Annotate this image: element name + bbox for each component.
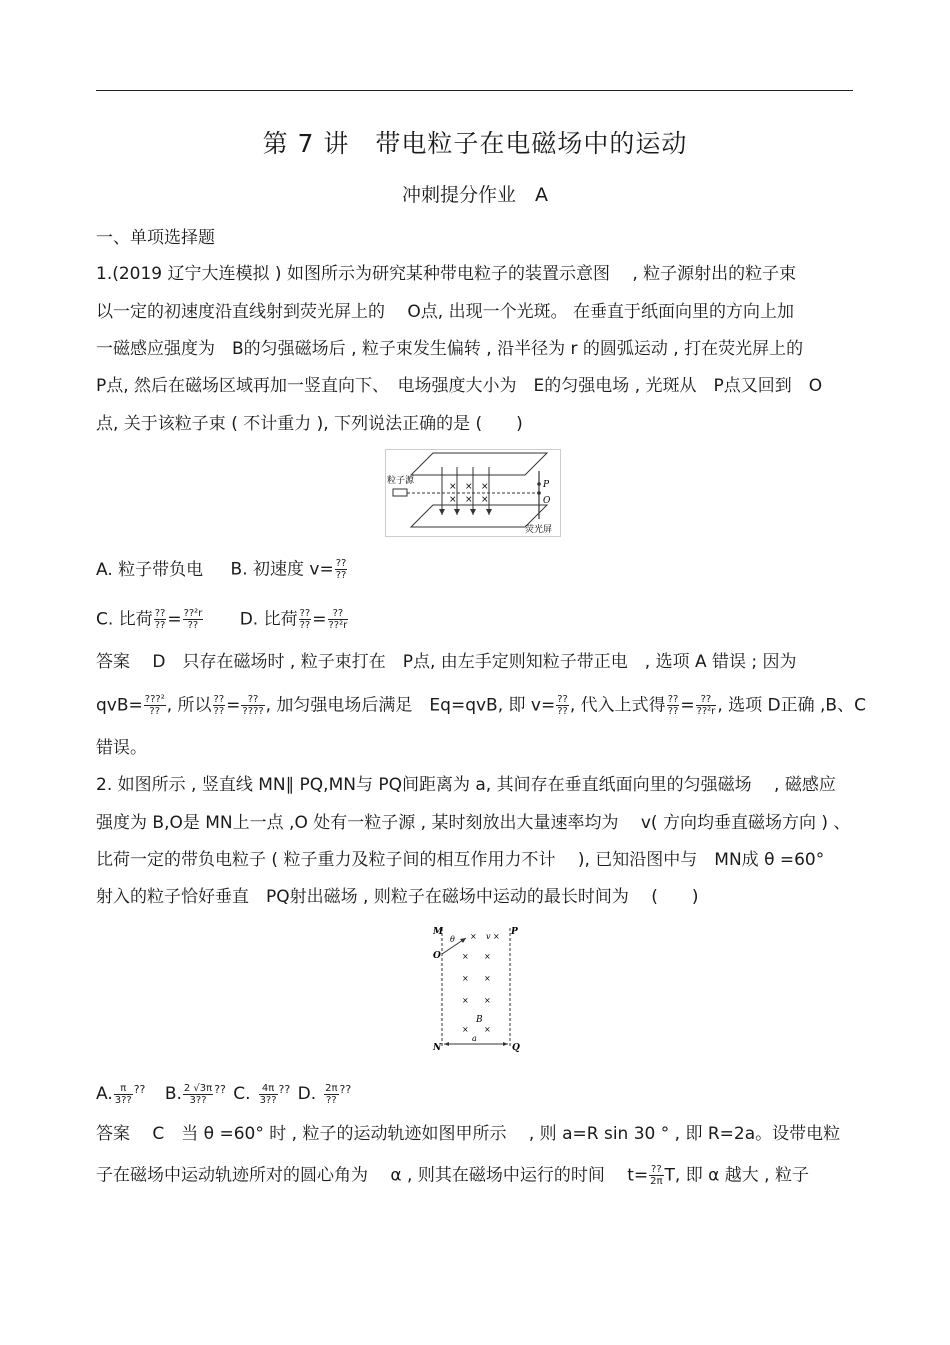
q2-option-d[interactable] (298, 1080, 352, 1106)
q1-options-cd (96, 608, 349, 631)
q2-fig-a-label: a (472, 1034, 477, 1043)
fraction (114, 1083, 133, 1106)
fraction-num: ?? (328, 608, 349, 620)
q2-line-2: 强度为 B,O是 MN上一点 ,O 处有一粒子源 , 某时刻放出大量速率均为 v( 方向均垂直磁场方向 ) 、 (96, 813, 851, 833)
fraction (154, 608, 167, 631)
fraction (241, 694, 264, 717)
fraction-num: ?? (667, 694, 679, 705)
q1-line-1: 1.(2019 辽宁大连模拟 ) 如图所示为研究某种带电粒子的装置示意图 , 粒子源射出的粒子束 (96, 264, 797, 284)
fraction (183, 1083, 213, 1106)
fraction-den: 3?? (114, 1094, 132, 1106)
q2-fig-v-label: v (486, 932, 491, 941)
fraction-den: ??²r (696, 706, 716, 717)
q1-fig-cross: × (449, 495, 457, 505)
q1-fig-p-label: P (543, 480, 550, 490)
q1-option-d[interactable] (240, 608, 350, 631)
q2-option-d-tail: ?? (339, 1083, 352, 1096)
q2-answer-line-1: 答案 C 当 θ =60° 时 , 粒子的运动轨迹如图甲所示 , 则 a=R sin 30 ° , 即 R=2a。设带电粒 (96, 1124, 841, 1144)
header-rule (96, 90, 853, 91)
q1-option-c-text: C. 比荷 (96, 609, 153, 630)
q2-fig-cross: × (484, 952, 491, 961)
q1-option-b-fraction (335, 558, 348, 581)
page-title: 第 7 讲 带电粒子在电磁场中的运动 (262, 129, 688, 158)
q1-fig-o-label: O (543, 496, 551, 506)
fraction-den: ?? (667, 706, 679, 717)
q2-option-d-text: D. (297, 1084, 317, 1104)
q1-fig-cross: × (481, 482, 489, 492)
q1-line-4: P点, 然后在磁场区域再加一竖直向下、 电场强度大小为 E的匀强电场 , 光斑从 P点又回到 O (96, 376, 823, 396)
fraction-den: ?? (187, 620, 199, 631)
fraction (667, 694, 680, 717)
fraction (328, 608, 349, 631)
q1-answer-line-1: 答案 D 只存在磁场时 , 粒子束打在 P点, 由左手定则知粒子带正电 , 选项 A 错误 ; 因为 (96, 652, 797, 672)
fraction-num: 4π (259, 1083, 278, 1095)
q2-fig-cross: × (470, 932, 477, 941)
q2-fig-cross: × (462, 952, 469, 961)
fraction-den: ?? (557, 706, 568, 717)
fraction-num: ?? (696, 694, 717, 706)
fraction-num: ??²r (183, 608, 203, 619)
fraction-den: 2π (650, 1176, 663, 1187)
fraction-den: ?? (154, 620, 166, 631)
q1-option-b[interactable] (231, 558, 349, 581)
fraction-den: ???? (242, 706, 264, 717)
q1-option-b-text: B. 初速度 v= (230, 559, 334, 580)
q2-fig-q-label: Q (512, 1043, 520, 1053)
fraction-num: ?? (299, 608, 311, 619)
answer-text: qvB= (96, 695, 143, 716)
q1-fig-cross: × (481, 495, 489, 505)
equals-sign: = (680, 695, 695, 716)
q2-option-a-tail: ?? (133, 1083, 146, 1096)
fraction (696, 694, 717, 717)
fraction-den: ?? (149, 706, 161, 717)
equals-sign: = (312, 609, 327, 630)
q2-line-3: 比荷一定的带负电粒子 ( 粒子重力及粒子间的相互作用力不计 ), 已知沿图中与 MN成 θ =60° (96, 850, 825, 870)
q2-fig-cross: × (462, 1025, 469, 1034)
q1-option-d-text: D. 比荷 (239, 609, 298, 630)
fraction-den: 3?? (259, 1094, 277, 1106)
q2-option-c[interactable] (233, 1080, 290, 1106)
fraction (183, 608, 204, 631)
q2-fig-cross: × (462, 974, 469, 983)
q1-figure (385, 449, 561, 537)
answer-text: , 选项 D正确 ,B、C (717, 695, 866, 716)
q1-fig-cross: × (449, 482, 457, 492)
q2-option-b-tail: ?? (214, 1083, 226, 1096)
q2-fig-o-label: O (433, 951, 441, 961)
fraction-den: 3?? (189, 1094, 207, 1106)
q1-fig-source-label: 粒子源 (387, 476, 415, 486)
q2-fig-n-label: N (433, 1043, 442, 1053)
fraction (556, 694, 569, 717)
q2-fig-b-label: B (476, 1015, 483, 1025)
q1-fig-screen-label: 荧光屏 (525, 525, 553, 535)
q2-fig-cross: × (484, 996, 491, 1005)
fraction (324, 1083, 338, 1106)
q1-line-5: 点, 关于该粒子束 ( 不计重力 ), 下列说法正确的是 ( ) (96, 414, 523, 434)
q2-answer-line-2 (96, 1164, 809, 1187)
q2-fig-theta-label: θ (450, 935, 455, 944)
fraction (649, 1164, 663, 1187)
fraction-num: ?? (335, 558, 347, 569)
fraction-num: ?? (651, 1164, 662, 1175)
fraction (259, 1083, 278, 1106)
q1-options-ab (96, 558, 348, 581)
fraction-num: ?? (557, 694, 568, 705)
answer-text: , 加匀强电场后满足 Eq=qvB, 即 v= (265, 695, 556, 716)
q1-fig-cross: × (465, 495, 473, 505)
q1-option-a[interactable]: A. 粒子带负电 (96, 559, 204, 580)
fraction-num: 2 √3π (183, 1082, 213, 1094)
q2-option-b-text: B. (164, 1084, 182, 1104)
fraction-num: ?? (241, 694, 264, 706)
q1-option-c[interactable] (96, 608, 204, 631)
equals-sign: = (226, 695, 241, 716)
q1-line-2: 以一定的初速度沿直线射到荧光屏上的 O点, 出现一个光斑。 在垂直于纸面向里的方向上加 (96, 302, 794, 322)
q2-option-a[interactable] (96, 1080, 145, 1106)
fraction (299, 608, 312, 631)
q2-fig-cross: × (462, 996, 469, 1005)
fraction-den: ?? (299, 620, 311, 631)
fraction-den: ??²r (328, 620, 348, 631)
q2-line-1: 2. 如图所示 , 竖直线 MN∥ PQ,MN与 PQ间距离为 a, 其间存在垂直纸面向里的匀强磁场 , 磁感应 (96, 775, 836, 795)
q2-fig-m-label: M (433, 927, 443, 937)
answer-text: T, 即 α 越大 , 粒子 (664, 1165, 809, 1186)
fraction-num: 2π (325, 1082, 338, 1094)
fraction-num: ???² (144, 694, 165, 705)
q2-option-c-text: C. (233, 1084, 251, 1104)
q2-option-b[interactable] (165, 1080, 226, 1106)
q1-fig-cross: × (465, 482, 473, 492)
q1-answer-line-2 (96, 694, 866, 717)
fraction-num: ?? (213, 694, 225, 705)
fraction (144, 694, 166, 717)
answer-text: , 所以 (166, 695, 212, 716)
answer-text: 子在磁场中运动轨迹所对的圆心角为 α , 则其在磁场中运行的时间 t= (96, 1165, 649, 1186)
q2-fig-cross: × (493, 932, 500, 941)
fraction-den: ?? (213, 706, 225, 717)
q2-fig-p-label: P (511, 927, 518, 937)
answer-text: , 代入上式得 (569, 695, 666, 716)
q2-fig-cross: × (484, 974, 491, 983)
q2-option-c-tail: ?? (278, 1083, 291, 1096)
fraction (213, 694, 226, 717)
q2-option-a-text: A. (96, 1084, 113, 1104)
fraction-num: ?? (154, 608, 166, 619)
section-heading: 一、单项选择题 (96, 228, 215, 248)
fraction-den: ?? (335, 570, 347, 581)
q2-figure (430, 922, 520, 1054)
q1-line-3: 一磁感应强度为 B的匀强磁场后 , 粒子束发生偏转 , 沿半径为 r 的圆弧运动 , 打在荧光屏上的 (96, 339, 804, 359)
fraction-den: ?? (326, 1094, 337, 1106)
page-subtitle: 冲刺提分作业 A (402, 184, 548, 206)
q2-line-4: 射入的粒子恰好垂直 PQ射出磁场 , 则粒子在磁场中运动的最长时间为 ( ) (96, 887, 699, 907)
q1-answer-line-3: 错误。 (96, 738, 147, 758)
equals-sign: = (167, 609, 182, 630)
fraction-num: π (114, 1083, 133, 1095)
q2-options (96, 1080, 351, 1106)
q2-fig-cross: × (484, 1025, 491, 1034)
